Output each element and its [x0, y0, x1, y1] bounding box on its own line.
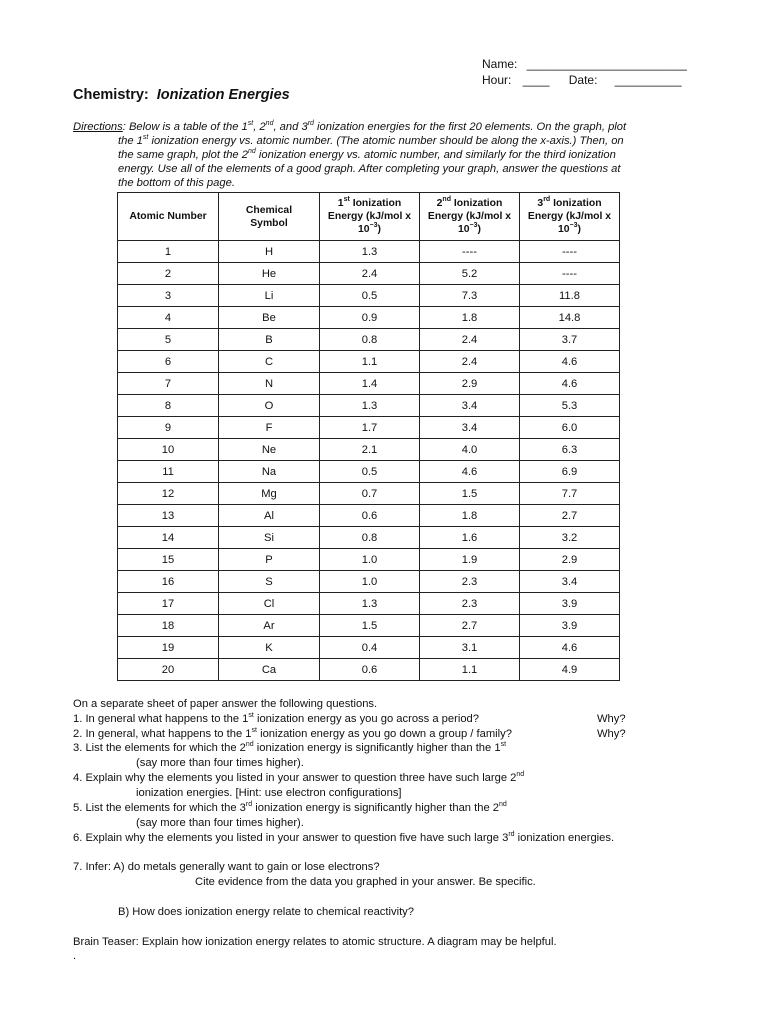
cell-first-ie: 0.6 [320, 505, 420, 527]
question-4: 4. Explain why the elements you listed in your answer to question three have such large 2nd [73, 771, 525, 784]
cell-symbol: Si [219, 527, 320, 549]
cell-second-ie: 3.1 [420, 637, 520, 659]
question-2-why: Why? [597, 728, 626, 740]
cell-symbol: H [219, 241, 320, 263]
cell-third-ie: 7.7 [520, 483, 620, 505]
title-topic: Ionization Energies [156, 87, 290, 103]
ionization-energy-table [117, 192, 620, 681]
cell-atomic-number: 10 [118, 439, 219, 461]
cell-second-ie: 3.4 [420, 395, 520, 417]
cell-second-ie: ---- [420, 241, 520, 263]
table-row [118, 505, 620, 527]
cell-second-ie: 3.4 [420, 417, 520, 439]
cell-atomic-number: 8 [118, 395, 219, 417]
cell-second-ie: 1.8 [420, 307, 520, 329]
cell-atomic-number: 18 [118, 615, 219, 637]
cell-atomic-number: 4 [118, 307, 219, 329]
table-row [118, 417, 620, 439]
table-row [118, 527, 620, 549]
cell-symbol: S [219, 571, 320, 593]
cell-atomic-number: 1 [118, 241, 219, 263]
cell-atomic-number: 5 [118, 329, 219, 351]
table-row [118, 637, 620, 659]
cell-atomic-number: 20 [118, 659, 219, 681]
cell-first-ie: 0.8 [320, 329, 420, 351]
cell-symbol: Be [219, 307, 320, 329]
cell-first-ie: 1.0 [320, 571, 420, 593]
questions-intro: On a separate sheet of paper answer the following questions. [73, 698, 378, 710]
cell-first-ie: 2.4 [320, 263, 420, 285]
name-blank[interactable]: ________________________ [526, 57, 687, 71]
question-7b: B) How does ionization energy relate to chemical reactivity? [118, 906, 414, 918]
cell-atomic-number: 9 [118, 417, 219, 439]
cell-symbol: Na [219, 461, 320, 483]
directions-line-4: energy. Use all of the elements of a good graph. After completing your graph, answer the questions at [118, 163, 621, 175]
cell-second-ie: 5.2 [420, 263, 520, 285]
cell-symbol: B [219, 329, 320, 351]
name-label: Name: [482, 57, 518, 71]
cell-atomic-number: 15 [118, 549, 219, 571]
cell-atomic-number: 17 [118, 593, 219, 615]
directions-line-2: the 1st ionization energy vs. atomic number. (The atomic number should be along the x-axis.) Then, on [118, 134, 624, 147]
cell-symbol: He [219, 263, 320, 285]
cell-second-ie: 2.7 [420, 615, 520, 637]
cell-first-ie: 0.5 [320, 461, 420, 483]
cell-symbol: P [219, 549, 320, 571]
cell-first-ie: 1.3 [320, 395, 420, 417]
cell-atomic-number: 16 [118, 571, 219, 593]
table-row [118, 483, 620, 505]
cell-third-ie: 3.4 [520, 571, 620, 593]
question-5: 5. List the elements for which the 3rd ionization energy is significantly higher than the 2nd [73, 801, 507, 814]
cell-symbol: Ca [219, 659, 320, 681]
question-3-cont: (say more than four times higher). [136, 757, 304, 769]
cell-third-ie: 6.9 [520, 461, 620, 483]
cell-first-ie: 1.3 [320, 593, 420, 615]
table-row [118, 351, 620, 373]
cell-first-ie: 1.0 [320, 549, 420, 571]
cell-second-ie: 1.8 [420, 505, 520, 527]
cell-third-ie: 5.3 [520, 395, 620, 417]
table-row [118, 373, 620, 395]
table-row [118, 571, 620, 593]
cell-symbol: Ar [219, 615, 320, 637]
cell-atomic-number: 19 [118, 637, 219, 659]
cell-first-ie: 1.4 [320, 373, 420, 395]
cell-second-ie: 2.3 [420, 571, 520, 593]
cell-first-ie: 1.7 [320, 417, 420, 439]
cell-first-ie: 0.8 [320, 527, 420, 549]
directions-label: Directions [73, 121, 123, 133]
col-first-ie: 1st Ionization Energy (kJ/mol x $10^{-3}$) [320, 193, 420, 241]
table-row [118, 285, 620, 307]
page-title [73, 87, 290, 103]
cell-atomic-number: 14 [118, 527, 219, 549]
cell-second-ie: 4.0 [420, 439, 520, 461]
cell-second-ie: 2.4 [420, 329, 520, 351]
cell-symbol: O [219, 395, 320, 417]
table-row [118, 461, 620, 483]
cell-first-ie: 0.7 [320, 483, 420, 505]
cell-first-ie: 0.5 [320, 285, 420, 307]
question-4-cont: ionization energies. [Hint: use electron configurations] [136, 787, 402, 799]
cell-third-ie: 3.9 [520, 615, 620, 637]
question-1: 1. In general what happens to the 1st ionization energy as you go across a period? [73, 712, 479, 725]
directions-line-5: the bottom of this page. [118, 177, 235, 189]
cell-third-ie: 3.7 [520, 329, 620, 351]
question-7a: 7. Infer: A) do metals generally want to gain or lose electrons? [73, 861, 380, 873]
hour-blank[interactable]: ____ [522, 73, 550, 87]
table-row [118, 395, 620, 417]
cell-third-ie: 6.0 [520, 417, 620, 439]
cell-third-ie: ---- [520, 263, 620, 285]
table-row [118, 549, 620, 571]
directions [73, 120, 713, 190]
table-row [118, 615, 620, 637]
name-line [482, 57, 687, 71]
table-row [118, 439, 620, 461]
col-chemical-symbol: Chemical Symbol [219, 193, 320, 241]
question-7a-cont: Cite evidence from the data you graphed in your answer. Be specific. [195, 876, 536, 888]
cell-first-ie: 0.6 [320, 659, 420, 681]
table-row [118, 659, 620, 681]
table-row [118, 263, 620, 285]
cell-second-ie: 1.6 [420, 527, 520, 549]
cell-atomic-number: 3 [118, 285, 219, 307]
cell-atomic-number: 6 [118, 351, 219, 373]
question-2: 2. In general, what happens to the 1st ionization energy as you go down a group / family? [73, 727, 512, 740]
title-subject: Chemistry: [73, 87, 149, 103]
cell-third-ie: 3.2 [520, 527, 620, 549]
cell-third-ie: 14.8 [520, 307, 620, 329]
cell-third-ie: 6.3 [520, 439, 620, 461]
cell-atomic-number: 12 [118, 483, 219, 505]
cell-third-ie: 2.7 [520, 505, 620, 527]
cell-first-ie: 1.3 [320, 241, 420, 263]
date-label: Date: [568, 73, 598, 87]
question-5-cont: (say more than four times higher). [136, 817, 304, 829]
cell-symbol: Li [219, 285, 320, 307]
hour-date-line [482, 73, 682, 87]
cell-second-ie: 1.9 [420, 549, 520, 571]
cell-symbol: Cl [219, 593, 320, 615]
cell-symbol: F [219, 417, 320, 439]
table-row [118, 329, 620, 351]
cell-second-ie: 2.4 [420, 351, 520, 373]
cell-third-ie: 4.6 [520, 351, 620, 373]
cell-second-ie: 4.6 [420, 461, 520, 483]
cell-second-ie: 1.1 [420, 659, 520, 681]
cell-first-ie: 1.1 [320, 351, 420, 373]
date-blank[interactable]: __________ [614, 73, 682, 87]
cell-first-ie: 0.9 [320, 307, 420, 329]
cell-second-ie: 2.9 [420, 373, 520, 395]
directions-line-3: the same graph, plot the 2nd ionization energy vs. atomic number, and similarly for the third ionization [118, 148, 616, 161]
question-1-why: Why? [597, 713, 626, 725]
cell-symbol: C [219, 351, 320, 373]
table-row [118, 593, 620, 615]
cell-second-ie: 2.3 [420, 593, 520, 615]
cell-third-ie: 4.9 [520, 659, 620, 681]
cell-second-ie: 1.5 [420, 483, 520, 505]
cell-symbol: K [219, 637, 320, 659]
cell-symbol: Mg [219, 483, 320, 505]
question-6: 6. Explain why the elements you listed in your answer to question five have such large 3rd ionization energies. [73, 831, 615, 844]
cell-symbol: N [219, 373, 320, 395]
directions-line-1: Directions: Below is a table of the 1st, 2nd, and 3rd ionization energies for the first 20 elements. On the graph, plot [73, 120, 627, 133]
col-third-ie: 3rd Ionization Energy (kJ/mol x $10^{-3}$) [520, 193, 620, 241]
col-atomic-number: Atomic Number [118, 193, 219, 241]
question-3: 3. List the elements for which the 2nd ionization energy is significantly higher than the 1st [73, 741, 507, 754]
cell-third-ie: 11.8 [520, 285, 620, 307]
table-body [118, 241, 620, 681]
cell-third-ie: 4.6 [520, 373, 620, 395]
cell-first-ie: 2.1 [320, 439, 420, 461]
col-second-ie: 2nd Ionization Energy (kJ/mol x $10^{-3}$) [420, 193, 520, 241]
table-row [118, 307, 620, 329]
cell-atomic-number: 2 [118, 263, 219, 285]
brain-teaser: Brain Teaser: Explain how ionization energy relates to atomic structure. A diagram may be helpful. [73, 936, 557, 948]
cell-first-ie: 1.5 [320, 615, 420, 637]
cell-atomic-number: 13 [118, 505, 219, 527]
cell-third-ie: ---- [520, 241, 620, 263]
cell-symbol: Ne [219, 439, 320, 461]
cell-first-ie: 0.4 [320, 637, 420, 659]
cell-second-ie: 7.3 [420, 285, 520, 307]
cell-symbol: Al [219, 505, 320, 527]
hour-label: Hour: [482, 73, 512, 87]
cell-third-ie: 2.9 [520, 549, 620, 571]
cell-atomic-number: 7 [118, 373, 219, 395]
cell-atomic-number: 11 [118, 461, 219, 483]
table-row [118, 241, 620, 263]
table-header-row [118, 193, 620, 241]
cell-third-ie: 4.6 [520, 637, 620, 659]
cell-third-ie: 3.9 [520, 593, 620, 615]
trailing-dot: . [73, 950, 77, 962]
